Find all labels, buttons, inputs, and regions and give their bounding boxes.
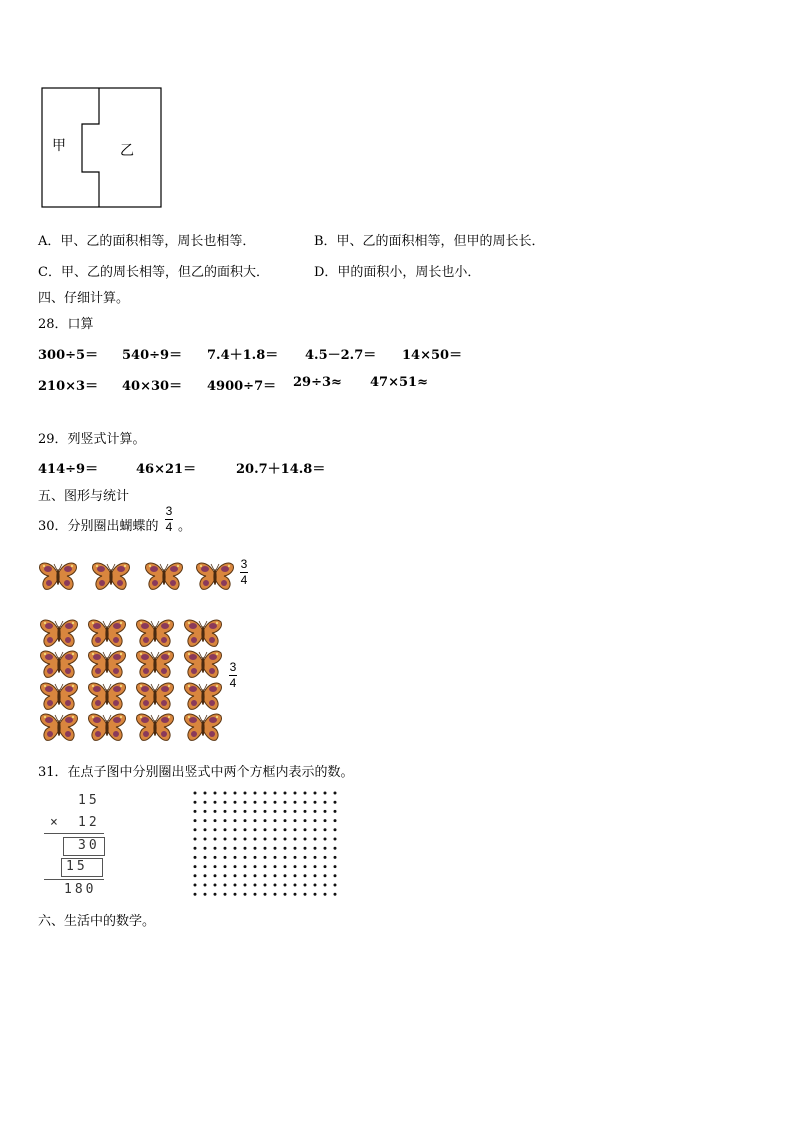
grid-dot bbox=[224, 856, 227, 859]
grid-dot bbox=[224, 893, 227, 896]
grid-dot bbox=[194, 838, 197, 841]
fraction-denominator: 4 bbox=[240, 573, 248, 587]
grid-dot bbox=[244, 893, 247, 896]
grid-dot bbox=[334, 819, 337, 822]
grid-dot bbox=[324, 810, 327, 813]
grid-dot bbox=[254, 801, 257, 804]
grid-dot bbox=[244, 874, 247, 877]
grid-dot bbox=[284, 819, 287, 822]
grid-dot bbox=[274, 847, 277, 850]
q30-suffix: 。 bbox=[178, 519, 192, 534]
grid-dot bbox=[204, 838, 207, 841]
q30-prefix: 30．分别圈出蝴蝶的 bbox=[38, 519, 159, 534]
q29-item-2: 46×21＝ bbox=[136, 462, 197, 477]
grid-dot bbox=[244, 810, 247, 813]
grid-dot bbox=[334, 865, 337, 868]
grid-dot bbox=[204, 847, 207, 850]
grid-dot bbox=[304, 874, 307, 877]
grid-dot bbox=[334, 828, 337, 831]
grid-dot bbox=[254, 810, 257, 813]
grid-dot bbox=[264, 847, 267, 850]
grid-dot bbox=[264, 792, 267, 795]
grid-dot bbox=[244, 865, 247, 868]
grid-dot bbox=[254, 828, 257, 831]
butterfly-icon bbox=[183, 617, 223, 649]
grid-dot bbox=[314, 792, 317, 795]
grid-dot bbox=[204, 828, 207, 831]
grid-dot bbox=[224, 847, 227, 850]
multiply-sign: × bbox=[50, 815, 58, 830]
grid-dot bbox=[294, 874, 297, 877]
grid-dot bbox=[264, 810, 267, 813]
butterfly-icon bbox=[195, 560, 235, 592]
q28-r1-1: 300÷5＝ bbox=[38, 348, 99, 363]
grid-dot bbox=[194, 847, 197, 850]
butterfly-icon bbox=[135, 648, 175, 680]
grid-dot bbox=[274, 838, 277, 841]
grid-dot bbox=[264, 884, 267, 887]
butterfly-icon bbox=[39, 617, 79, 649]
grid-dot bbox=[274, 810, 277, 813]
grid-dot bbox=[214, 838, 217, 841]
grid-dot bbox=[244, 856, 247, 859]
grid-dot bbox=[304, 801, 307, 804]
grid-dot bbox=[204, 893, 207, 896]
grid-dot bbox=[304, 893, 307, 896]
grid-dot bbox=[214, 828, 217, 831]
q28-r1-3: 7.4＋1.8＝ bbox=[207, 348, 279, 363]
grid-dot bbox=[254, 792, 257, 795]
grid-dot bbox=[304, 847, 307, 850]
grid-dot bbox=[234, 856, 237, 859]
choice-c: C．甲、乙的周长相等，但乙的面积大． bbox=[38, 265, 269, 280]
q28-r1-4: 4.5－2.7＝ bbox=[305, 348, 377, 363]
grid-dot bbox=[214, 856, 217, 859]
grid-dot bbox=[284, 792, 287, 795]
q28-r2-3: 4900÷7＝ bbox=[207, 379, 277, 394]
choice-b: B．甲、乙的面积相等，但甲的周长长． bbox=[314, 234, 545, 249]
grid-dot bbox=[334, 893, 337, 896]
grid-dot bbox=[264, 828, 267, 831]
grid-dot bbox=[204, 792, 207, 795]
grid-dot bbox=[214, 893, 217, 896]
section4-title: 四、仔细计算。 bbox=[38, 291, 130, 306]
grid-dot bbox=[254, 819, 257, 822]
group2-fraction bbox=[229, 661, 237, 690]
butterfly-icon bbox=[144, 560, 184, 592]
grid-dot bbox=[294, 828, 297, 831]
grid-dot bbox=[214, 884, 217, 887]
grid-dot bbox=[294, 856, 297, 859]
grid-dot bbox=[294, 819, 297, 822]
q29-item-3: 20.7＋14.8＝ bbox=[236, 462, 326, 477]
grid-dot bbox=[324, 819, 327, 822]
grid-dot bbox=[224, 810, 227, 813]
q28-r2-2: 40×30＝ bbox=[122, 379, 183, 394]
grid-dot bbox=[314, 865, 317, 868]
grid-dot bbox=[284, 847, 287, 850]
grid-dot bbox=[234, 865, 237, 868]
grid-dot bbox=[214, 874, 217, 877]
grid-dot bbox=[194, 828, 197, 831]
grid-dot bbox=[224, 884, 227, 887]
grid-dot bbox=[294, 884, 297, 887]
grid-dot bbox=[194, 801, 197, 804]
grid-dot bbox=[324, 874, 327, 877]
fraction-denominator: 4 bbox=[165, 520, 173, 534]
grid-dot bbox=[324, 893, 327, 896]
grid-dot bbox=[334, 810, 337, 813]
grid-dot bbox=[284, 856, 287, 859]
grid-dot bbox=[194, 865, 197, 868]
grid-dot bbox=[214, 810, 217, 813]
grid-dot bbox=[294, 801, 297, 804]
grid-dot bbox=[324, 801, 327, 804]
section5-title: 五、图形与统计 bbox=[38, 489, 130, 504]
grid-dot bbox=[274, 819, 277, 822]
grid-dot bbox=[234, 847, 237, 850]
choice-d: D．甲的面积小，周长也小． bbox=[314, 265, 481, 280]
fraction-numerator: 3 bbox=[229, 660, 237, 674]
grid-dot bbox=[214, 865, 217, 868]
grid-dot bbox=[274, 865, 277, 868]
grid-dot bbox=[234, 792, 237, 795]
grid-dot bbox=[224, 865, 227, 868]
grid-dot bbox=[204, 865, 207, 868]
grid-dot bbox=[314, 801, 317, 804]
grid-dot bbox=[204, 874, 207, 877]
grid-dot bbox=[264, 801, 267, 804]
butterfly-icon bbox=[39, 680, 79, 712]
grid-dot bbox=[304, 838, 307, 841]
grid-dot bbox=[244, 884, 247, 887]
grid-dot bbox=[264, 874, 267, 877]
grid-dot bbox=[204, 801, 207, 804]
butterfly-icon bbox=[38, 560, 78, 592]
butterfly-icon bbox=[87, 617, 127, 649]
grid-dot bbox=[244, 847, 247, 850]
grid-dot bbox=[224, 838, 227, 841]
grid-dot bbox=[254, 874, 257, 877]
butterfly-icon bbox=[183, 711, 223, 743]
grid-dot bbox=[284, 893, 287, 896]
grid-dot bbox=[314, 828, 317, 831]
grid-dot bbox=[234, 884, 237, 887]
q28-title: 28．口算 bbox=[38, 317, 94, 332]
grid-dot bbox=[194, 884, 197, 887]
grid-dot bbox=[234, 819, 237, 822]
grid-dot bbox=[254, 838, 257, 841]
grid-dot bbox=[244, 801, 247, 804]
fraction-denominator: 4 bbox=[229, 676, 237, 690]
grid-dot bbox=[274, 792, 277, 795]
butterfly-icon bbox=[87, 648, 127, 680]
butterfly-icon bbox=[87, 680, 127, 712]
group1-fraction bbox=[240, 558, 248, 587]
grid-dot bbox=[304, 856, 307, 859]
grid-dot bbox=[204, 856, 207, 859]
grid-dot bbox=[284, 801, 287, 804]
grid-dot bbox=[294, 847, 297, 850]
grid-dot bbox=[224, 819, 227, 822]
grid-dot bbox=[334, 856, 337, 859]
grid-dot bbox=[324, 792, 327, 795]
grid-dot bbox=[194, 874, 197, 877]
grid-dot bbox=[244, 838, 247, 841]
butterfly-icon bbox=[91, 560, 131, 592]
grid-dot bbox=[314, 847, 317, 850]
q28-r2-5: 47×51≈ bbox=[370, 375, 428, 390]
grid-dot bbox=[304, 792, 307, 795]
grid-dot bbox=[254, 893, 257, 896]
grid-dot bbox=[324, 865, 327, 868]
grid-dot bbox=[194, 856, 197, 859]
vertical-line-2 bbox=[44, 879, 104, 880]
grid-dot bbox=[194, 819, 197, 822]
grid-dot bbox=[314, 819, 317, 822]
grid-dot bbox=[214, 792, 217, 795]
grid-dot bbox=[234, 838, 237, 841]
butterfly-icon bbox=[135, 680, 175, 712]
grid-dot bbox=[204, 819, 207, 822]
q28-r2-4: 29÷3≈ bbox=[293, 375, 342, 390]
butterfly-icon bbox=[183, 648, 223, 680]
butterfly-icon bbox=[135, 617, 175, 649]
grid-dot bbox=[294, 810, 297, 813]
q31-title: 31．在点子图中分别圈出竖式中两个方框内表示的数。 bbox=[38, 765, 354, 780]
label-jia: 甲 bbox=[52, 138, 66, 154]
vertical-top-number: 15 bbox=[78, 793, 100, 808]
grid-dot bbox=[324, 838, 327, 841]
grid-dot bbox=[244, 819, 247, 822]
grid-dot bbox=[324, 856, 327, 859]
grid-dot bbox=[284, 828, 287, 831]
grid-dot bbox=[224, 828, 227, 831]
grid-dot bbox=[304, 828, 307, 831]
vertical-multiplier: 12 bbox=[78, 815, 100, 830]
grid-dot bbox=[314, 874, 317, 877]
grid-dot bbox=[204, 884, 207, 887]
grid-dot bbox=[274, 801, 277, 804]
grid-dot bbox=[334, 884, 337, 887]
grid-dot bbox=[324, 847, 327, 850]
grid-dot bbox=[254, 884, 257, 887]
choice-a: A．甲、乙的面积相等，周长也相等． bbox=[38, 234, 256, 249]
grid-dot bbox=[334, 847, 337, 850]
grid-dot bbox=[254, 856, 257, 859]
butterfly-icon bbox=[87, 711, 127, 743]
grid-dot bbox=[304, 865, 307, 868]
vertical-box1-value: 30 bbox=[78, 838, 100, 853]
grid-dot bbox=[314, 893, 317, 896]
vertical-line-1 bbox=[44, 833, 104, 834]
q28-r2-1: 210×3＝ bbox=[38, 379, 99, 394]
butterfly-icon bbox=[135, 711, 175, 743]
grid-dot bbox=[314, 856, 317, 859]
grid-dot bbox=[334, 838, 337, 841]
grid-dot bbox=[234, 893, 237, 896]
grid-dot bbox=[244, 828, 247, 831]
grid-dot bbox=[224, 792, 227, 795]
grid-dot bbox=[254, 865, 257, 868]
grid-dot bbox=[284, 838, 287, 841]
q30-title-fraction bbox=[165, 505, 173, 534]
butterfly-icon bbox=[39, 648, 79, 680]
grid-dot bbox=[294, 893, 297, 896]
grid-dot bbox=[224, 874, 227, 877]
grid-dot bbox=[194, 810, 197, 813]
section6-title: 六、生活中的数学。 bbox=[38, 914, 156, 929]
grid-dot bbox=[284, 874, 287, 877]
grid-dot bbox=[204, 810, 207, 813]
grid-dot bbox=[294, 792, 297, 795]
grid-dot bbox=[274, 828, 277, 831]
grid-dot bbox=[274, 893, 277, 896]
grid-dot bbox=[314, 838, 317, 841]
grid-dot bbox=[334, 792, 337, 795]
grid-dot bbox=[234, 874, 237, 877]
grid-dot bbox=[254, 847, 257, 850]
grid-dot bbox=[334, 801, 337, 804]
grid-dot bbox=[194, 893, 197, 896]
grid-dot bbox=[234, 801, 237, 804]
grid-dot bbox=[284, 810, 287, 813]
grid-dot bbox=[274, 856, 277, 859]
grid-dot bbox=[324, 828, 327, 831]
butterfly-icon bbox=[183, 680, 223, 712]
grid-dot bbox=[294, 865, 297, 868]
grid-dot bbox=[264, 893, 267, 896]
fraction-numerator: 3 bbox=[240, 557, 248, 571]
grid-dot bbox=[214, 801, 217, 804]
grid-dot bbox=[234, 828, 237, 831]
fraction-numerator: 3 bbox=[165, 504, 173, 518]
q28-r1-2: 540÷9＝ bbox=[122, 348, 183, 363]
grid-dot bbox=[284, 884, 287, 887]
grid-dot bbox=[224, 801, 227, 804]
grid-dot bbox=[324, 884, 327, 887]
grid-dot bbox=[304, 819, 307, 822]
grid-dot bbox=[264, 838, 267, 841]
grid-dot bbox=[304, 884, 307, 887]
grid-dot bbox=[294, 838, 297, 841]
grid-dot bbox=[194, 792, 197, 795]
dot-grid bbox=[190, 788, 342, 898]
grid-dot bbox=[314, 810, 317, 813]
grid-dot bbox=[274, 874, 277, 877]
grid-dot bbox=[334, 874, 337, 877]
q29-item-1: 414÷9＝ bbox=[38, 462, 99, 477]
grid-dot bbox=[234, 810, 237, 813]
grid-dot bbox=[314, 884, 317, 887]
grid-dot bbox=[284, 865, 287, 868]
q29-title: 29．列竖式计算。 bbox=[38, 432, 146, 447]
grid-dot bbox=[304, 810, 307, 813]
grid-dot bbox=[244, 792, 247, 795]
grid-dot bbox=[214, 819, 217, 822]
butterfly-icon bbox=[39, 711, 79, 743]
grid-dot bbox=[274, 884, 277, 887]
grid-dot bbox=[264, 819, 267, 822]
grid-dot bbox=[264, 865, 267, 868]
vertical-box2-value: 15 bbox=[66, 859, 88, 874]
label-yi: 乙 bbox=[120, 143, 134, 159]
q28-r1-5: 14×50＝ bbox=[402, 348, 463, 363]
vertical-result: 180 bbox=[64, 882, 97, 897]
grid-dot bbox=[264, 856, 267, 859]
grid-dot bbox=[214, 847, 217, 850]
